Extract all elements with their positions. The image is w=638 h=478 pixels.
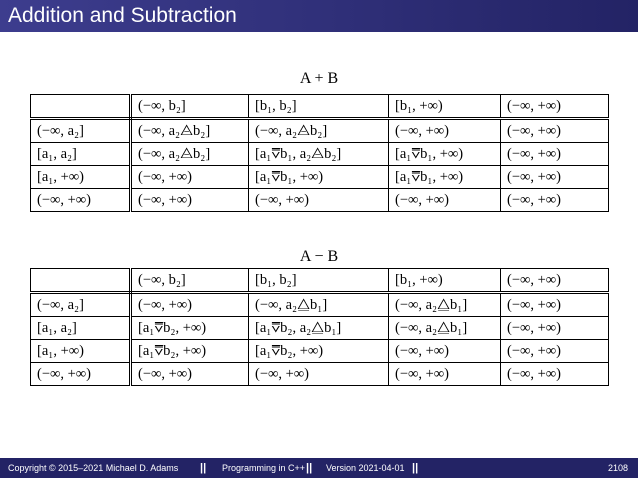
table-cell: (−∞, a₂⧋b₁] (389, 317, 501, 340)
table-cell: [a₁⩢b₁, +∞) (249, 166, 389, 189)
column-header: (−∞, b₂] (131, 95, 249, 119)
table-header-row (31, 269, 609, 293)
table-row (31, 317, 609, 340)
table-cell: [a₁⩢b₁, a₂⨺b₂] (249, 143, 389, 166)
table-cell: (−∞, +∞) (389, 363, 501, 386)
table-cell: (−∞, +∞) (131, 189, 249, 212)
table-cell: (−∞, +∞) (389, 189, 501, 212)
footer-version: Version 2021-04-01 (326, 463, 405, 473)
table-row (31, 363, 609, 386)
footer-separator: || (306, 462, 313, 474)
table-cell: (−∞, +∞) (249, 363, 389, 386)
sum-table-caption: A + B (299, 70, 339, 87)
table-cell: (−∞, +∞) (131, 363, 249, 386)
table-cell: (−∞, +∞) (501, 363, 609, 386)
table-cell: [a₁⩢b₁, +∞) (389, 166, 501, 189)
difference-table (30, 268, 609, 386)
table-cell: (−∞, a₂⨺b₂] (131, 119, 249, 143)
table-cell: (−∞, +∞) (501, 293, 609, 317)
table-cell: [a₁⩢b₂, +∞) (249, 340, 389, 363)
table-row (31, 166, 609, 189)
table-row (31, 143, 609, 166)
footer-page-number: 2108 (607, 463, 628, 473)
table-cell: (−∞, +∞) (389, 119, 501, 143)
table-cell: (−∞, +∞) (501, 166, 609, 189)
corner-cell (31, 95, 131, 119)
table-row (31, 189, 609, 212)
table-cell: (−∞, +∞) (131, 166, 249, 189)
table-cell: [a₁⩢b₂, +∞) (131, 340, 249, 363)
table-cell: (−∞, +∞) (249, 189, 389, 212)
column-header: (−∞, +∞) (501, 269, 609, 293)
table-cell: [a₁⩢b₁, +∞) (389, 143, 501, 166)
column-header: (−∞, b₂] (131, 269, 249, 293)
table-cell: (−∞, +∞) (501, 119, 609, 143)
title-bar (0, 0, 638, 32)
table-row (31, 119, 609, 143)
table-header-row (31, 95, 609, 119)
table-cell: [a₁⩢b₂, a₂⧋b₁] (249, 317, 389, 340)
row-header: [a₁, a₂] (31, 143, 131, 166)
table-cell: (−∞, +∞) (501, 143, 609, 166)
row-header: [a₁, a₂] (31, 317, 131, 340)
row-header: (−∞, +∞) (31, 189, 131, 212)
column-header: [b₁, +∞) (389, 95, 501, 119)
column-header: [b₁, b₂] (249, 95, 389, 119)
row-header: [a₁, +∞) (31, 166, 131, 189)
slide-title: Addition and Subtraction (8, 4, 237, 27)
table-cell: (−∞, +∞) (131, 293, 249, 317)
row-header: (−∞, a₂] (31, 119, 131, 143)
table-cell: (−∞, a₂⨺b₂] (249, 119, 389, 143)
column-header: [b₁, +∞) (389, 269, 501, 293)
table-cell: (−∞, +∞) (389, 340, 501, 363)
table-cell: (−∞, a₂⧋b₁] (389, 293, 501, 317)
table-row (31, 293, 609, 317)
table-cell: [a₁⩢b₂, +∞) (131, 317, 249, 340)
footer-separator: || (412, 462, 419, 474)
corner-cell (31, 269, 131, 293)
column-header: [b₁, b₂] (249, 269, 389, 293)
table-cell: (−∞, +∞) (501, 189, 609, 212)
table-cell: (−∞, +∞) (501, 317, 609, 340)
table-row (31, 340, 609, 363)
footer-bar (0, 458, 638, 478)
difference-table-caption: A − B (299, 248, 339, 265)
table-cell: (−∞, a₂⧋b₁] (249, 293, 389, 317)
table-cell: (−∞, a₂⨺b₂] (131, 143, 249, 166)
sum-table (30, 94, 609, 212)
footer-separator: || (200, 462, 207, 474)
footer-course: Programming in C++ (222, 463, 306, 473)
row-header: (−∞, a₂] (31, 293, 131, 317)
row-header: (−∞, +∞) (31, 363, 131, 386)
row-header: [a₁, +∞) (31, 340, 131, 363)
table-cell: (−∞, +∞) (501, 340, 609, 363)
column-header: (−∞, +∞) (501, 95, 609, 119)
footer-copyright: Copyright © 2015–2021 Michael D. Adams (8, 463, 179, 473)
